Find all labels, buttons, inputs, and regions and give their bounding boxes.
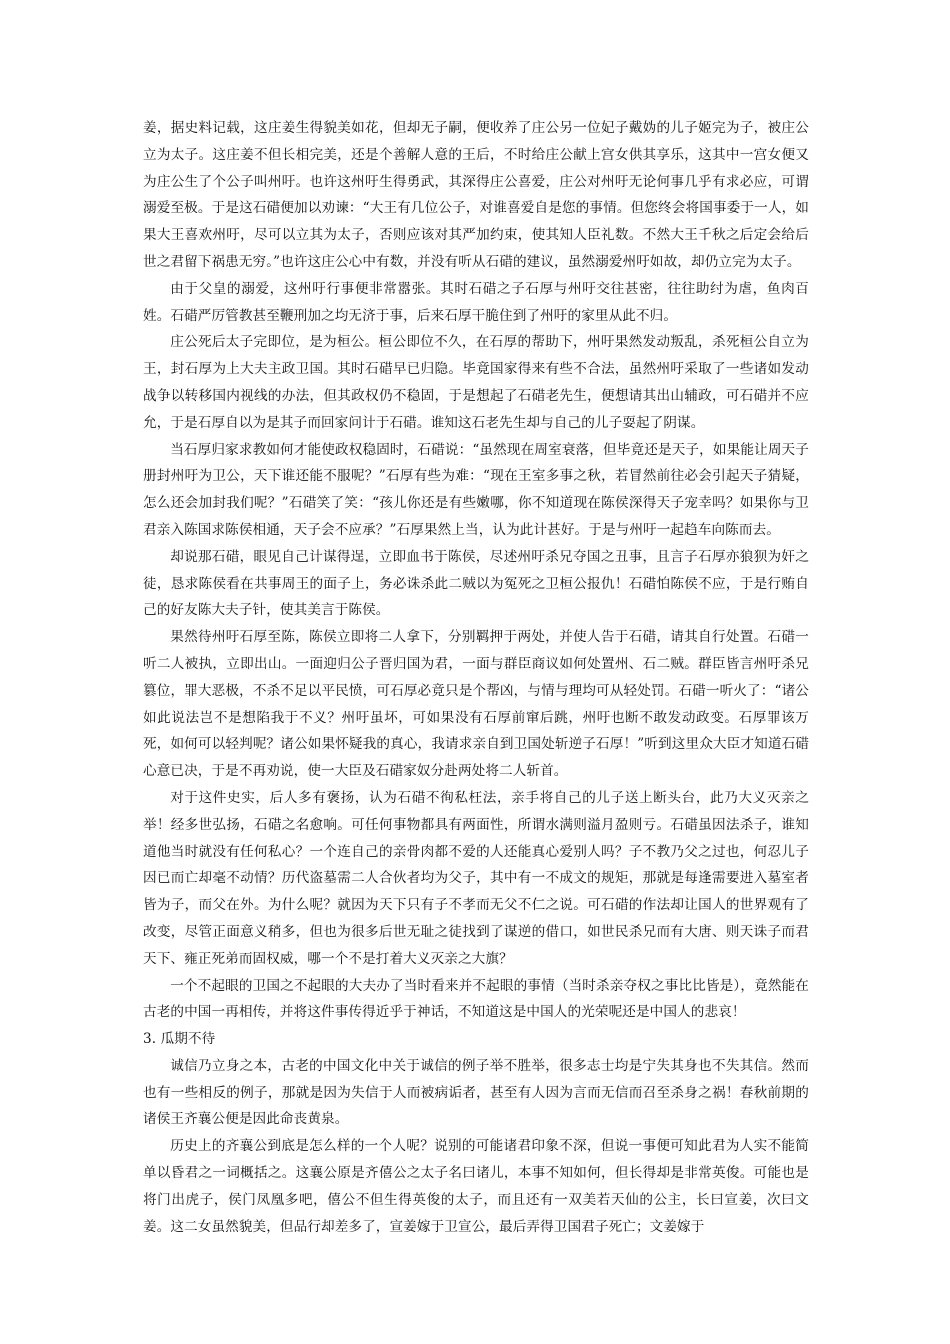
paragraph: 由于父皇的溺爱，这州吁行事便非常嚣张。其时石碏之子石厚与州吁交往甚密，往往助纣为虐，鱼肉百姓。石碏严厉管教甚至鞭刑加之均无济于事，后来石厚干脆住到了州吁的家里从此不归。: [143, 280, 809, 324]
paragraph: 诚信乃立身之本，古老的中国文化中关于诚信的例子举不胜举，很多志士均是宁失其身也不失其信。然而也有一些相反的例子，那就是因为失信于人而被病诟者，甚至有人因为言而无信而召至杀身之祸！春秋前期的诸侯王齐襄公便是因此命丧黄泉。: [143, 1057, 809, 1128]
paragraph: 当石厚归家求教如何才能使政权稳固时，石碏说：“虽然现在周室衰落，但毕竟还是天子，如果能让周天子册封州吁为卫公，天下谁还能不服呢？”石厚有些为难：“现在王室多事之秋，若冒然前往必会引起天子猜疑，怎么还会加封我们呢？”石碏笑了笑：“孩儿你还是有些嫩哪，你不知道现在陈侯深得天子宠幸吗？如果你与卫君亲入陈国求陈侯相通，天子会不应承？”石厚果然上当，认为此计甚好。于是与州吁一起趋车向陈而去。: [143, 441, 809, 538]
paragraph: 却说那石碏，眼见自己计谋得逞，立即血书于陈侯，尽述州吁杀兄夺国之丑事，且言子石厚亦狼狈为奸之徒，恳求陈侯看在共事周王的面子上，务必诛杀此二贼以为冤死之卫桓公报仇！石碏怕陈侯不应，于是行贿自己的好友陈大夫子针，使其美言于陈侯。: [143, 548, 809, 619]
paragraph-continued: 姜，据史料记载，这庄姜生得貌美如花，但却无子嗣，便收养了庄公另一位妃子戴妫的儿子姬完为子，被庄公立为太子。这庄姜不但长相完美，还是个善解人意的王后，不时给庄公献上宫女供其享乐，这其中一宫女便又为庄公生了个公子叫州吁。也许这州吁生得勇武，其深得庄公喜爱，庄公对州吁无论何事几乎有求必应，可谓溺爱至极。于是这石碏便加以劝谏：“大王有几位公子，对谁喜爱自是您的事情。但您终会将国事委于一人，如果大王喜欢州吁，尽可以立其为太子，否则应该对其严加约束，使其知人臣礼数。不然大王千秋之后定会给后世之君留下祸患无穷。”也许这庄公心中有数，并没有听从石碏的建议，虽然溺爱州吁如故，却仍立完为太子。: [143, 120, 809, 270]
document-page: [143, 115, 809, 1240]
paragraph: 庄公死后太子完即位，是为桓公。桓公即位不久，在石厚的帮助下，州吁果然发动叛乱，杀死桓公自立为王，封石厚为上大夫主政卫国。其时石碏早已归隐。毕竟国家得来有些不合法，虽然州吁采取了一些诸如发动战争以转移国内视线的办法，但其政权仍不稳固，于是想起了石碏老先生，便想请其出山辅政，可石碏并不应允，于是石厚自以为是其子而回家问计于石碏。谁知这石老先生却与自己的儿子耍起了阴谋。: [143, 334, 809, 431]
section-heading: 3. 瓜期不待: [143, 1031, 216, 1048]
paragraph: 一个不起眼的卫国之不起眼的大夫办了当时看来并不起眼的事情（当时杀亲夺权之事比比皆是），竟然能在古老的中国一再相传，并将这件事传得近乎于神话，不知道这是中国人的光荣呢还是中国人的悲哀！: [143, 977, 809, 1021]
paragraph: 历史上的齐襄公到底是怎么样的一个人呢？说别的可能诸君印象不深，但说一事便可知此君为人实不能简单以昏君之一词概括之。这襄公原是齐僖公之太子名曰诸儿，本事不知如何，但长得却是非常英俊。可能也是将门出虎子，侯门凤凰多吧，僖公不但生得英俊的太子，而且还有一双美若天仙的公主，长曰宣姜，次曰文姜。这二女虽然貌美，但品行却差多了，宣姜嫁于卫宣公，最后弄得卫国君子死亡；文姜嫁于: [143, 1138, 809, 1235]
paragraph: 对于这件史实，后人多有褒扬，认为石碏不徇私枉法，亲手将自己的儿子送上断头台，此乃大义灭亲之举！经多世弘扬，石碏之名愈响。可任何事物都具有两面性，所谓水满则溢月盈则亏。石碏虽因法杀子，谁知道他当时就没有任何私心？一个连自己的亲骨肉都不爱的人还能真心爱别人吗？子不教乃父之过也，何忍儿子因已而亡却毫不动情？历代盗墓需二人合伙者均为父子，其中有一不成文的规矩，那就是每逢需要进入墓室者皆为子，而父在外。为什么呢？就因为天下只有子不孝而无父不仁之说。可石碏的作法却让国人的世界观有了改变，尽管正面意义稍多，但也为很多后世无耻之徒找到了谋逆的借口，如世民杀兄而有大唐、则天诛子而君天下、雍正死弟而固权威，哪一个不是打着大义灭亲之大旗？: [143, 789, 809, 967]
paragraph: 果然待州吁石厚至陈，陈侯立即将二人拿下，分别羁押于两处，并使人告于石碏，请其自行处置。石碏一听二人被执，立即出山。一面迎归公子晋归国为君，一面与群臣商议如何处置州、石二贼。群臣皆言州吁杀兄篡位，罪大恶极，不杀不足以平民愤，可石厚必竟只是个帮凶，与情与理均可从轻处罚。石碏一听火了：“诸公如此说法岂不是想陷我于不义？州吁虽坏，可如果没有石厚前窜后跳，州吁也断不敢发动政变。石厚罪该万死，如何可以轻判呢？诸公如果怀疑我的真心，我请求亲自到卫国处斩逆子石厚！”听到这里众大臣才知道石碏心意已决，于是不再劝说，使一大臣及石碏家奴分赴两处将二人斩首。: [143, 629, 809, 780]
